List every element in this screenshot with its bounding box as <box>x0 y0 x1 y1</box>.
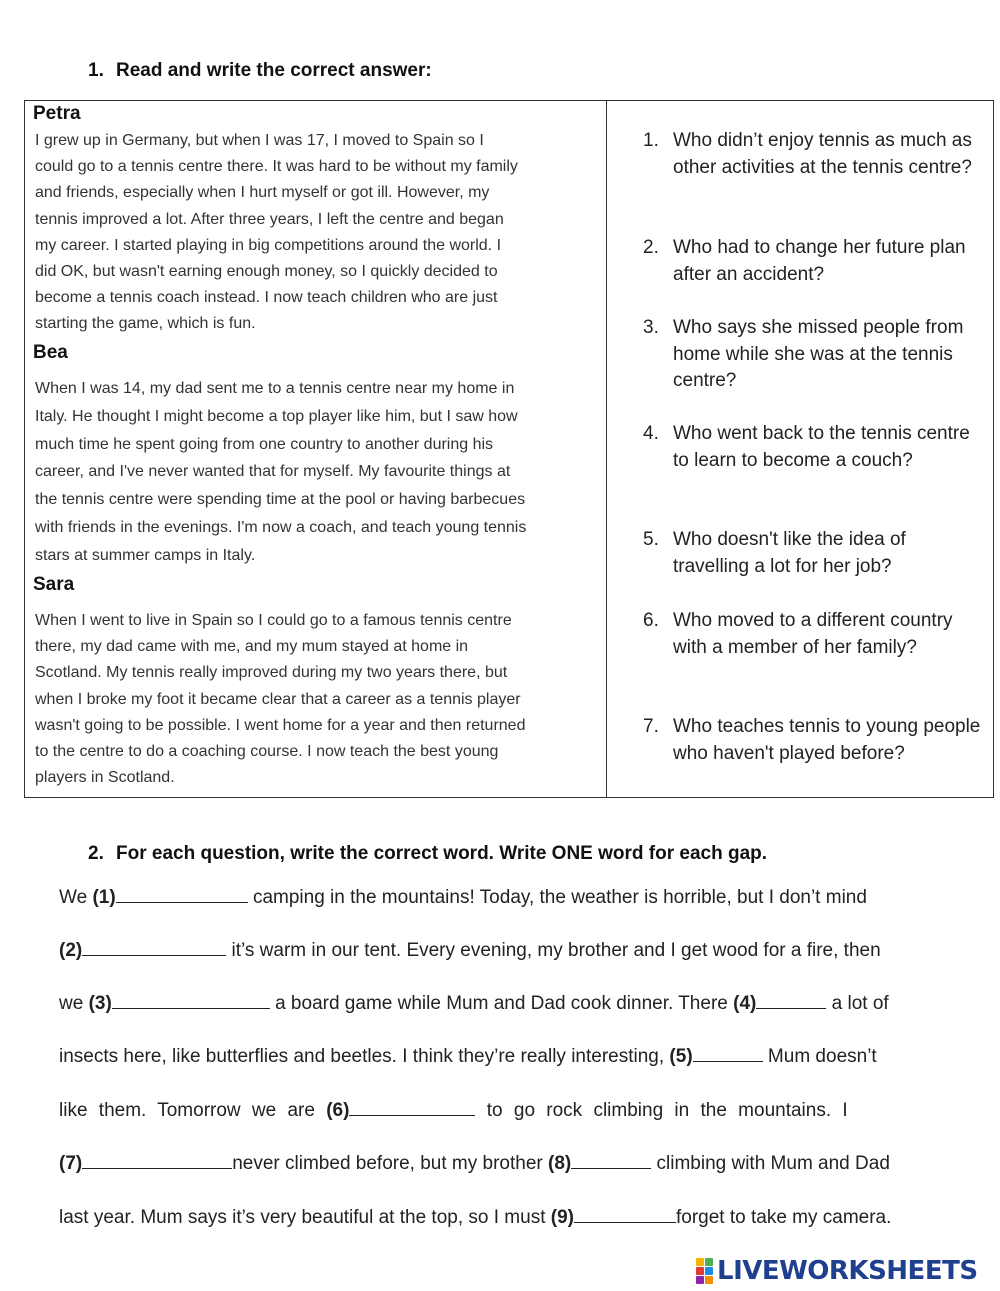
question-number: 1. <box>643 130 659 151</box>
passage-name-bea: Bea <box>33 342 68 363</box>
gap-text: never climbed before, but my brother <box>232 1153 548 1174</box>
passage-line: and friends, especially when I hurt myself or got ill. However, my <box>35 184 490 202</box>
gap-blank-5[interactable] <box>693 1043 763 1062</box>
passage-line: When I went to live in Spain so I could go to a famous tennis centre <box>35 612 512 629</box>
gap-text: climbing with Mum and Dad <box>651 1153 890 1174</box>
gap-text: like them. Tomorrow we are <box>59 1100 327 1121</box>
question-number: 6. <box>643 610 659 631</box>
logo-blocks-icon <box>696 1258 713 1284</box>
gap-text: We <box>59 887 93 908</box>
passage-line: when I broke my foot it became clear that a career as a tennis player <box>35 690 521 708</box>
gap-line-6 <box>59 1150 939 1175</box>
logo-tile <box>696 1267 704 1275</box>
question-number: 3. <box>643 317 659 338</box>
question-4 <box>643 421 983 474</box>
section-1-heading <box>88 60 432 82</box>
passage-line: players in Scotland. <box>35 769 175 787</box>
gap-text: a lot of <box>826 993 889 1014</box>
passage-bea <box>35 375 595 570</box>
gap-number: (7) <box>59 1153 83 1174</box>
gap-line-3 <box>59 990 939 1015</box>
gap-text: insects here, like butterflies and beetles. I think they’re really interesting, <box>59 1046 670 1067</box>
gap-blank-2[interactable] <box>82 937 226 956</box>
question-number: 2. <box>643 237 659 258</box>
gap-line-5 <box>59 1097 939 1122</box>
passage-line: to the centre to do a coaching course. I now teach the best young <box>35 743 499 761</box>
gap-number: (6) <box>326 1100 350 1121</box>
question-text: Who doesn't like the idea of travelling a lot for her job? <box>673 529 906 577</box>
question-text: Who didn’t enjoy tennis as much as other activities at the tennis centre? <box>673 130 972 178</box>
passage-name-sara: Sara <box>33 574 75 595</box>
gap-text: a board game while Mum and Dad cook dinner. There <box>269 993 734 1014</box>
question-number: 4. <box>643 423 659 444</box>
passage-name-petra: Petra <box>33 103 81 124</box>
logo-tile <box>705 1276 713 1284</box>
gap-blank-1[interactable] <box>116 884 248 903</box>
gap-text: Mum doesn’t <box>762 1046 877 1067</box>
gap-blank-3[interactable] <box>112 990 270 1009</box>
question-1 <box>643 128 983 181</box>
passage-line: Italy. He thought I might become a top player like him, but I saw how <box>35 407 518 425</box>
passage-line: career, and I've never wanted that for myself. My favourite things at <box>35 463 511 481</box>
passage-line: stars at summer camps in Italy. <box>35 546 256 564</box>
passage-line: with friends in the evenings. I'm now a coach, and teach young tennis <box>35 518 527 536</box>
gap-text: last year. Mum says it’s very beautiful at the top, so I must <box>59 1207 551 1228</box>
question-6 <box>643 608 983 661</box>
passage-line: starting the game, which is fun. <box>35 315 256 333</box>
gap-text: we <box>59 993 89 1014</box>
logo-tile <box>705 1267 713 1275</box>
gap-blank-7[interactable] <box>82 1150 232 1169</box>
question-number: 5. <box>643 529 659 550</box>
passage-line: Scotland. My tennis really improved during my two years there, but <box>35 664 508 682</box>
gap-number: (5) <box>669 1046 693 1067</box>
liveworksheets-logo <box>696 1254 978 1288</box>
gap-text: to go rock climbing in the mountains. I <box>475 1100 848 1121</box>
logo-tile <box>696 1276 704 1284</box>
passage-line: tennis improved a lot. After three years, I left the centre and began <box>35 210 504 228</box>
question-text: Who went back to the tennis centre to learn to become a couch? <box>673 423 970 471</box>
logo-text: LIVEWORKSHEETS <box>717 1256 978 1286</box>
gap-blank-9[interactable] <box>574 1204 676 1223</box>
passage-line: my career. I started playing in big competitions around the world. I <box>35 236 502 254</box>
passage-sara <box>35 608 595 791</box>
passage-line: much time he spent going from one country to another during his <box>35 435 494 453</box>
question-5 <box>643 527 983 580</box>
gap-blank-6[interactable] <box>349 1097 475 1116</box>
logo-tile <box>696 1258 704 1266</box>
passage-petra <box>35 128 595 338</box>
passage-line: the tennis centre were spending time at the pool or having barbecues <box>35 491 526 509</box>
gap-number: (8) <box>548 1153 572 1174</box>
section-2-heading <box>88 843 767 865</box>
question-number: 7. <box>643 716 659 737</box>
question-text: Who moved to a different country with a member of her family? <box>673 610 953 658</box>
question-3 <box>643 315 983 395</box>
section-2-number: 2. <box>88 843 104 864</box>
section-1-number: 1. <box>88 60 104 81</box>
question-2 <box>643 235 983 288</box>
passage-line: wasn't going to be possible. I went home for a year and then returned <box>35 716 526 734</box>
section-1-title: Read and write the correct answer: <box>116 60 432 81</box>
question-text: Who teaches tennis to young people who haven't played before? <box>673 716 981 764</box>
table-divider <box>606 101 607 797</box>
gap-line-1 <box>59 884 939 909</box>
gap-line-4 <box>59 1043 939 1068</box>
gap-line-7 <box>59 1204 939 1229</box>
passage-line: When I was 14, my dad sent me to a tennis centre near my home in <box>35 380 515 397</box>
gap-text: camping in the mountains! Today, the weather is horrible, but I don’t mind <box>247 887 867 908</box>
passage-line: there, my dad came with me, and my mum stayed at home in <box>35 638 469 656</box>
gap-number: (2) <box>59 940 83 961</box>
gap-number: (1) <box>92 887 116 908</box>
gap-number: (9) <box>550 1207 574 1228</box>
question-text: Who had to change her future plan after an accident? <box>673 237 966 285</box>
gap-line-2 <box>59 937 939 962</box>
reading-table <box>24 100 994 798</box>
passage-line: I grew up in Germany, but when I was 17, I moved to Spain so I <box>35 132 484 149</box>
passage-line: did OK, but wasn't earning enough money, so I quickly decided to <box>35 263 498 281</box>
gap-blank-4[interactable] <box>756 990 826 1009</box>
passage-line: become a tennis coach instead. I now teach children who are just <box>35 289 498 307</box>
gap-number: (3) <box>88 993 112 1014</box>
passage-line: could go to a tennis centre there. It was hard to be without my family <box>35 158 518 176</box>
section-2-title: For each question, write the correct word. Write ONE word for each gap. <box>116 843 768 864</box>
gap-text: forget to take my camera. <box>675 1207 892 1228</box>
gap-blank-8[interactable] <box>571 1150 651 1169</box>
logo-tile <box>705 1258 713 1266</box>
question-text: Who says she missed people from home while she was at the tennis centre? <box>673 317 964 392</box>
question-7 <box>643 714 983 767</box>
gap-number: (4) <box>733 993 757 1014</box>
gap-text: it’s warm in our tent. Every evening, my brother and I get wood for a fire, then <box>226 940 881 961</box>
